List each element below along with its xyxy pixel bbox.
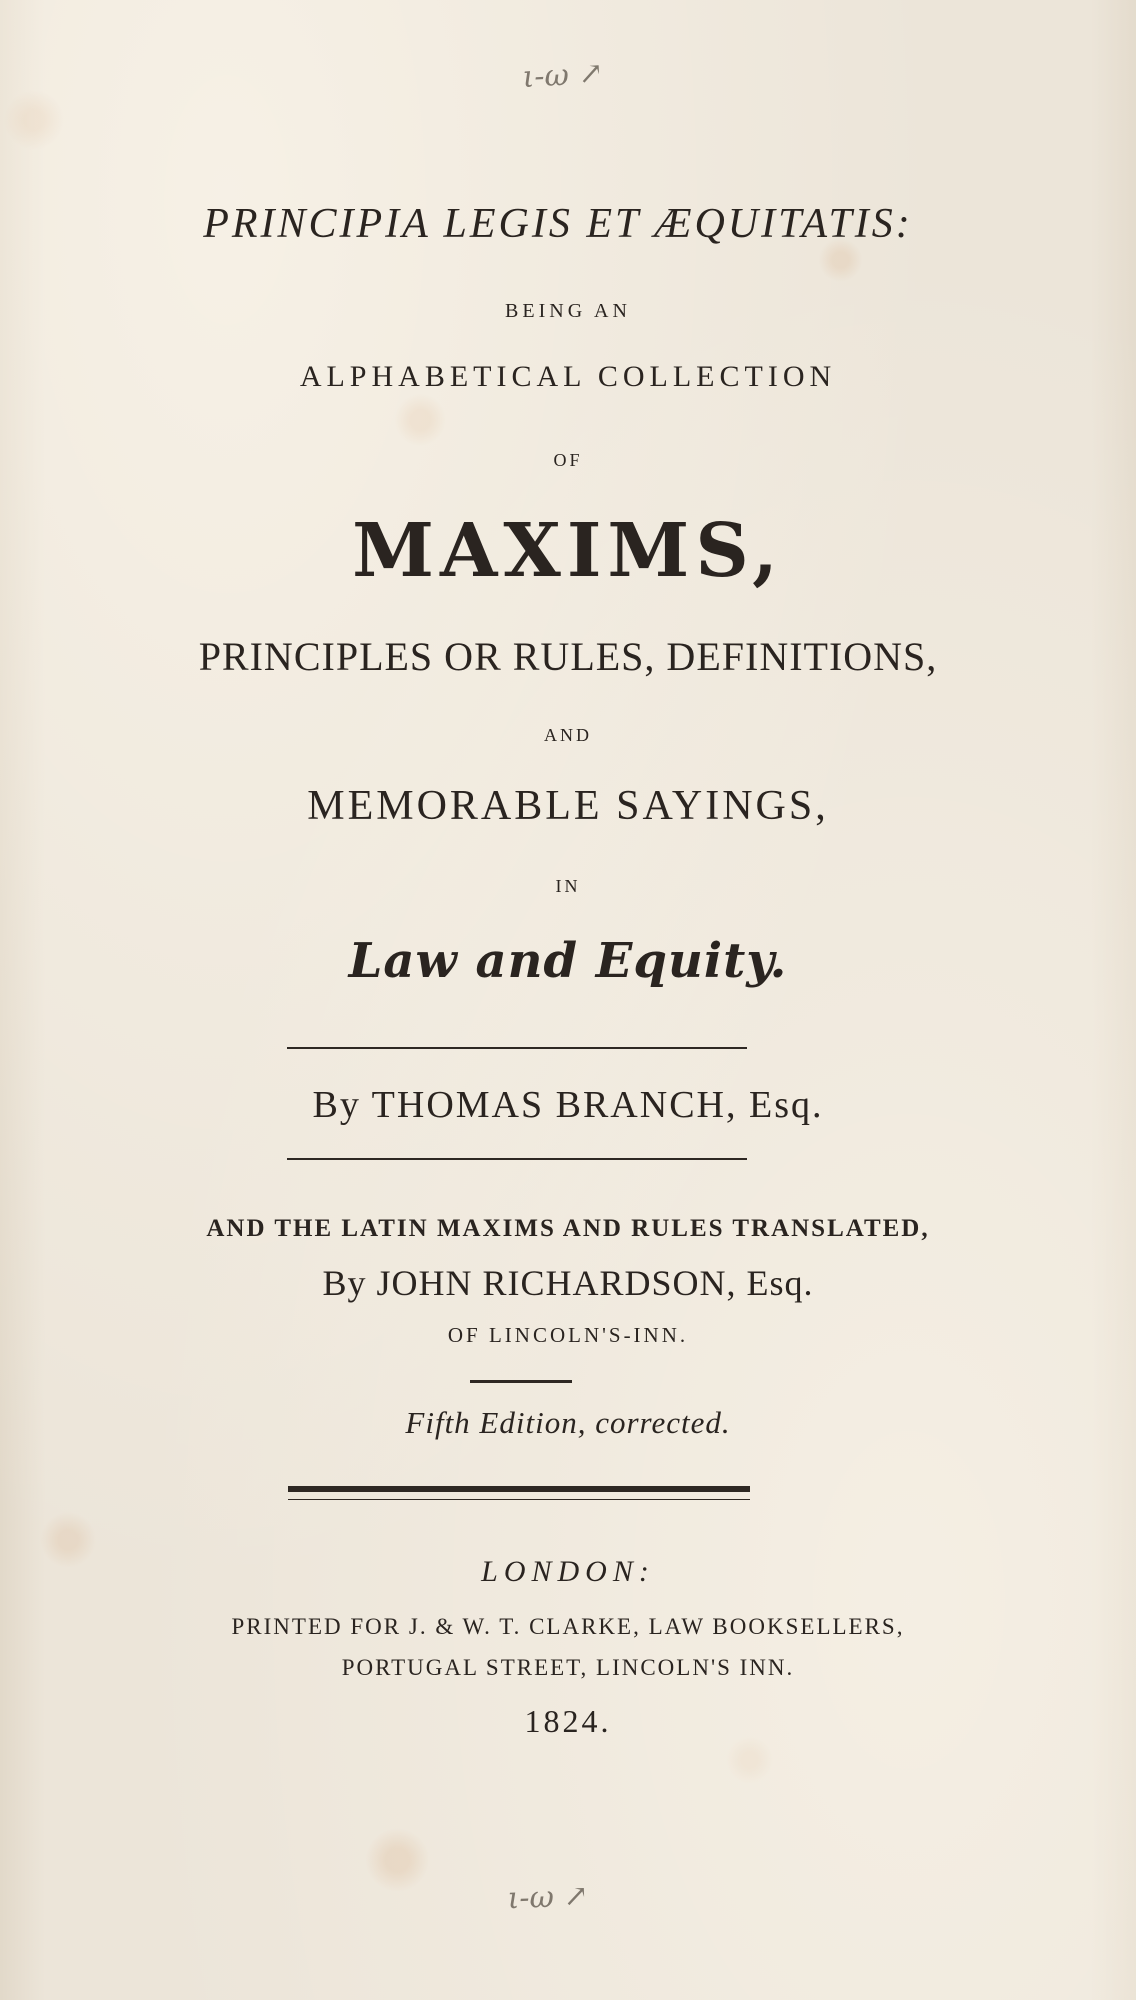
imprint-address: PORTUGAL STREET, LINCOLN'S INN. (341, 1655, 795, 1680)
imprint-city: LONDON: (481, 1555, 655, 1588)
subtitle-law-equity: Law and Equity. (348, 933, 788, 989)
subtitle-and: AND (544, 725, 592, 745)
heading-maxims: MAXIMS, (352, 508, 784, 594)
divider-rule (287, 1158, 747, 1160)
pencil-annotation-bottom: ι-ω ↗ (506, 1878, 590, 1917)
subtitle-of: OF (553, 450, 583, 470)
divider-rule-thin (288, 1499, 750, 1500)
edition-line: Fifth Edition, corrected. (405, 1405, 731, 1440)
translator-affiliation: OF LINCOLN'S-INN. (447, 1323, 689, 1347)
translation-note: AND THE LATIN MAXIMS AND RULES TRANSLATED, (206, 1215, 930, 1242)
pencil-annotation-top: ι-ω ↗ (521, 55, 605, 96)
imprint-printer: PRINTED FOR J. & W. T. CLARKE, LAW BOOKSELLERS, (231, 1614, 905, 1639)
subtitle-alphabetical: ALPHABETICAL COLLECTION (299, 360, 837, 393)
subtitle-being-an: BEING AN (505, 300, 631, 322)
subtitle-memorable: MEMORABLE SAYINGS, (307, 783, 829, 829)
book-title: PRINCIPIA LEGIS ET ÆQUITATIS: (203, 201, 913, 247)
translator-line: By JOHN RICHARDSON, Esq. (322, 1263, 814, 1303)
divider-rule-thick (288, 1486, 750, 1492)
divider-rule-short (470, 1380, 572, 1383)
subtitle-principles: PRINCIPLES OR RULES, DEFINITIONS, (198, 634, 938, 679)
divider-rule (287, 1047, 747, 1049)
subtitle-in: IN (555, 876, 581, 896)
author-line: By THOMAS BRANCH, Esq. (312, 1084, 824, 1126)
imprint-year: 1824. (524, 1703, 612, 1739)
